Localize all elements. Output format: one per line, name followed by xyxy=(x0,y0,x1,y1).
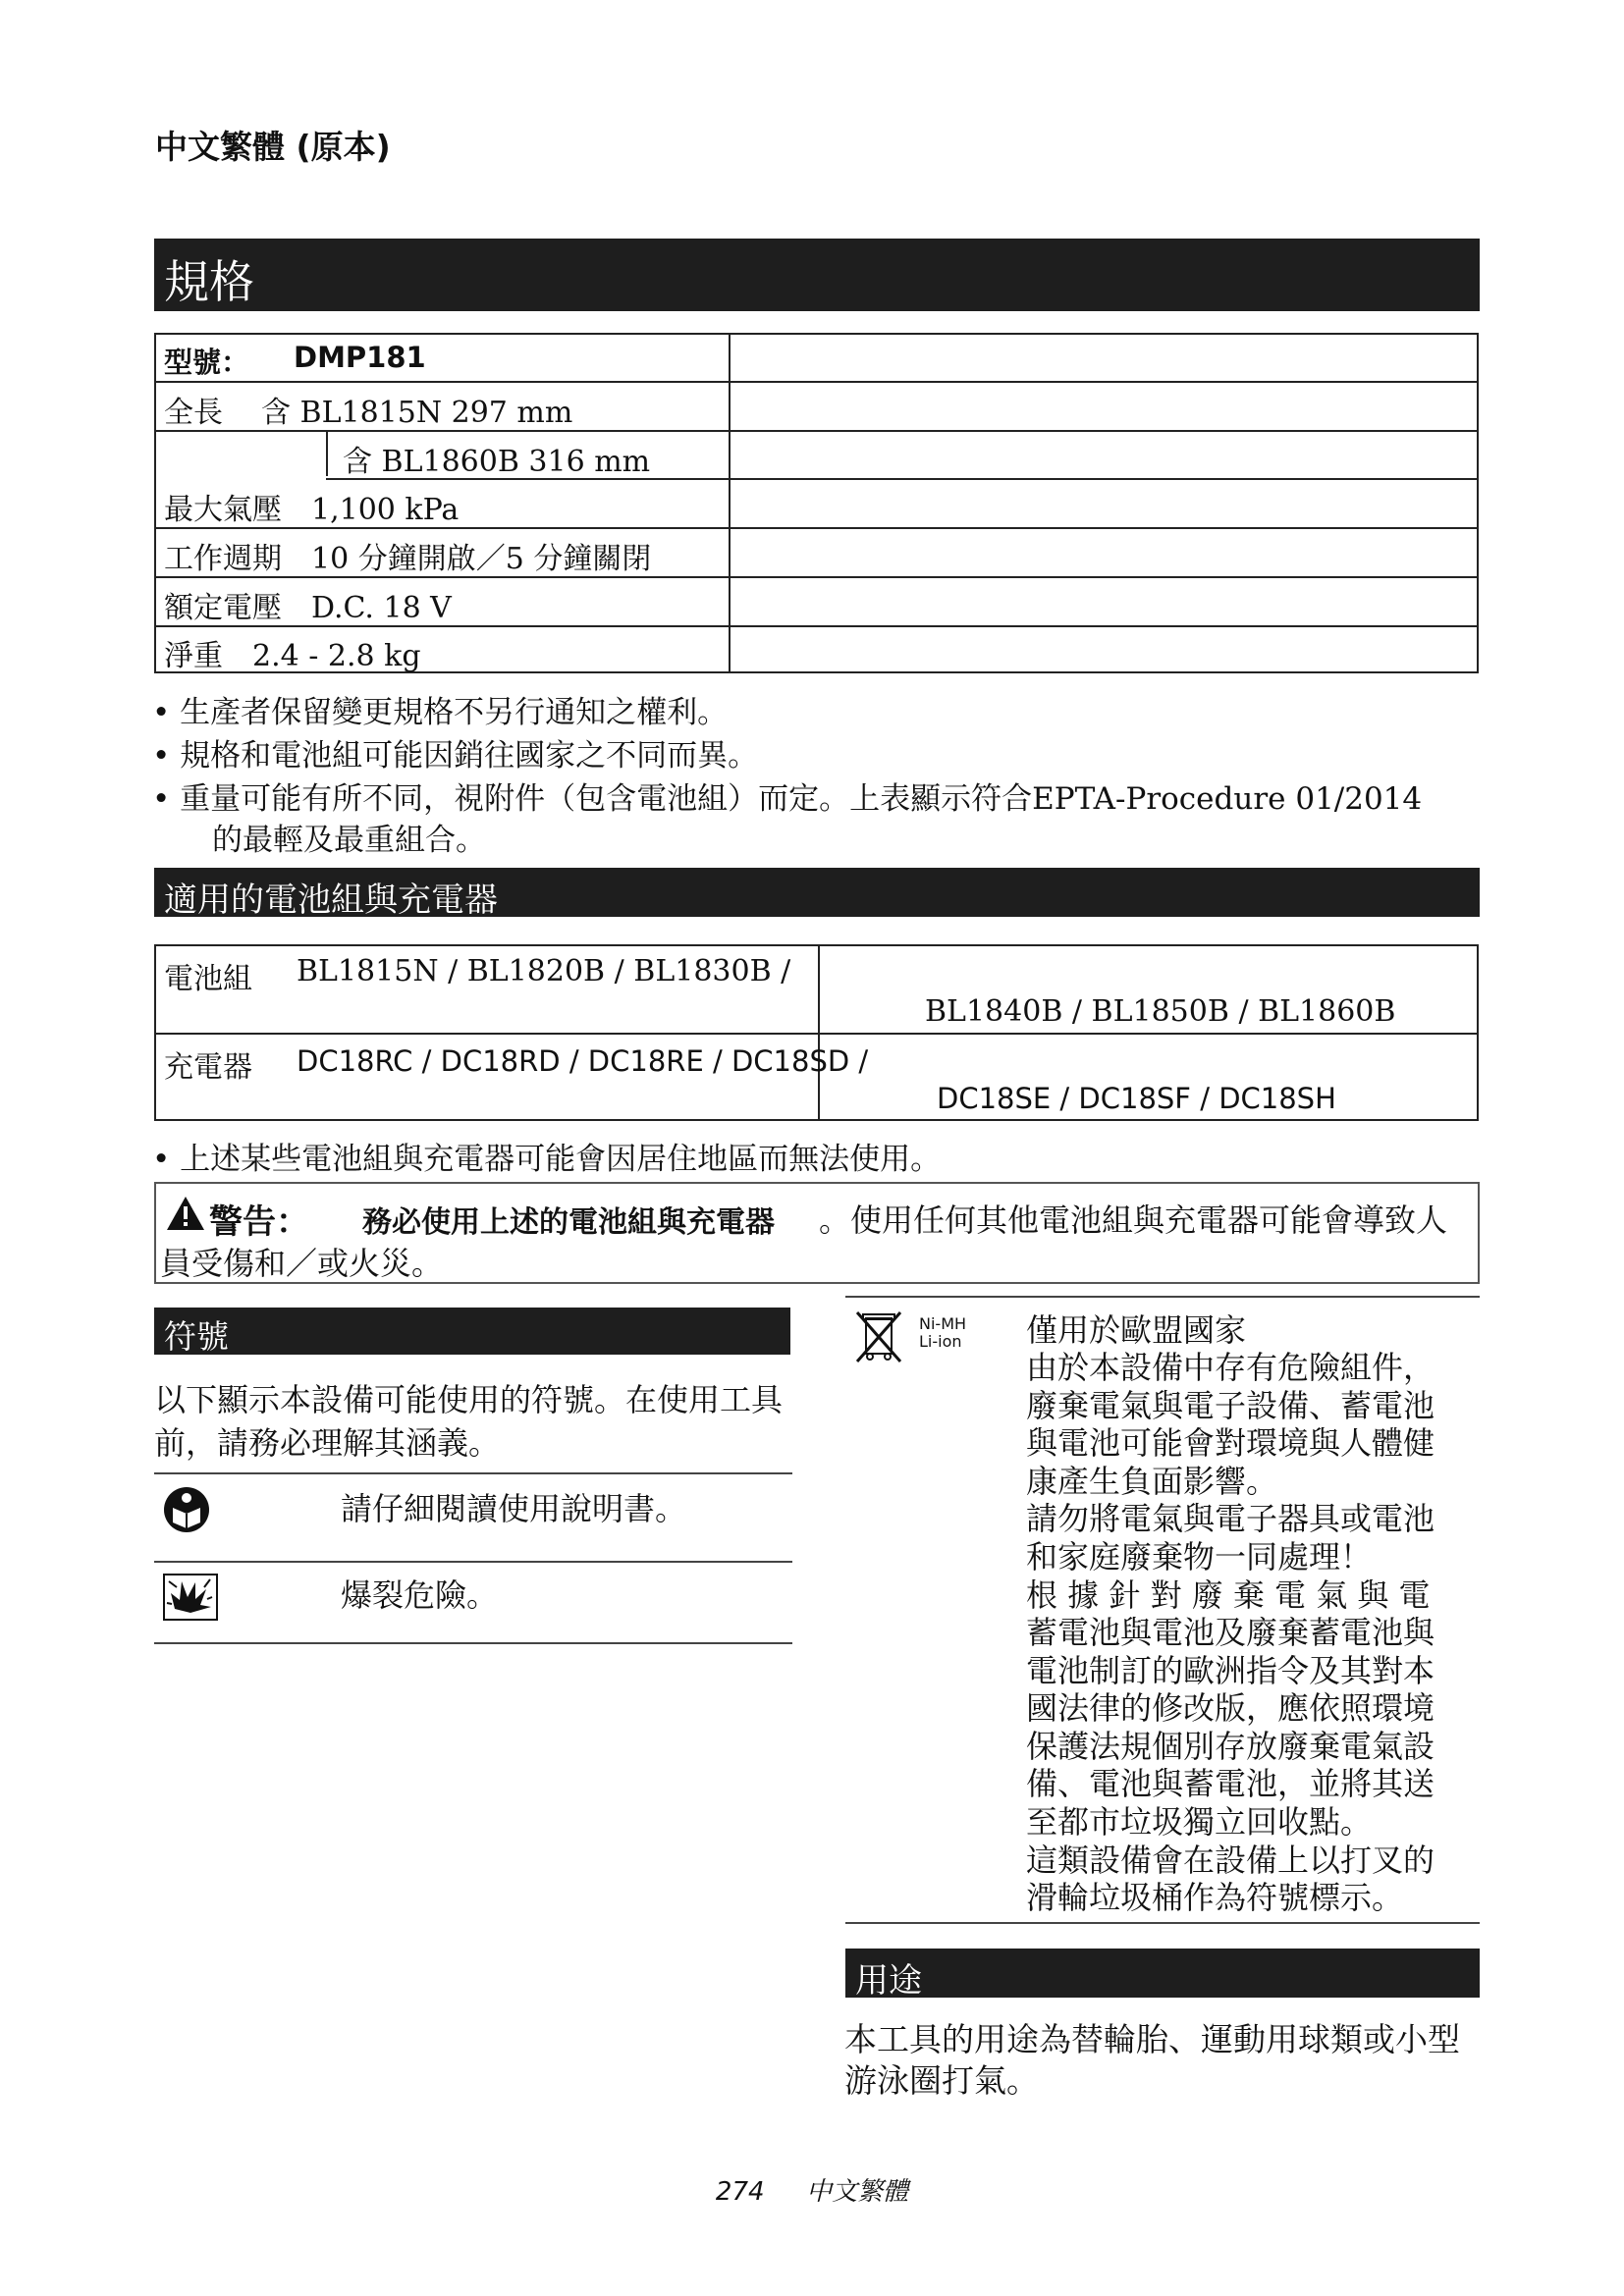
spec-note: • 生產者保留變更規格不另行通知之權利。 xyxy=(152,695,729,730)
spec-note: • 重量可能有所不同，視附件（包含電池組）而定。上表顯示符合EPTA-Procedure 01/2014 xyxy=(152,781,1423,817)
weee-line: 僅用於歐盟國家 xyxy=(1026,1311,1247,1349)
duty-cycle: 工作週期 10 分鐘開啟／5 分鐘關閉 xyxy=(164,542,652,576)
symbol-row xyxy=(163,1574,218,1625)
charger-models-line2: DC18SE / DC18SF / DC18SH xyxy=(937,1082,1336,1115)
symbol-description: 請仔細閱讀使用說明書。 xyxy=(341,1490,687,1527)
section-title: 適用的電池組與充電器 xyxy=(164,881,498,920)
battery-type-labels xyxy=(919,1315,966,1351)
section-header-battery-charger xyxy=(154,868,1480,920)
warning-label: 警告： xyxy=(209,1202,309,1242)
weee-line: 廢棄電氣與電子設備、蓄電池 xyxy=(1026,1387,1435,1424)
model-value: DMP181 xyxy=(294,341,426,374)
page-footer xyxy=(0,2171,1624,2208)
explosion-hazard-icon xyxy=(163,1574,218,1621)
battery-type-nimh: Ni-MH xyxy=(919,1314,967,1333)
weee-line: 電池制訂的歐洲指令及其對本 xyxy=(1026,1652,1435,1689)
specifications-table xyxy=(154,333,1479,673)
charger-models-line1: DC18RC / DC18RD / DC18RE / DC18SD / xyxy=(297,1044,869,1078)
section-header-intended-use xyxy=(845,1949,1480,2001)
net-weight: 淨重 2.4 - 2.8 kg xyxy=(164,639,421,673)
weee-line: 保護法規個別存放廢棄電氣設 xyxy=(1026,1728,1435,1765)
weee-line: 由於本設備中存有危險組件， xyxy=(1026,1349,1435,1386)
section-title: 規格 xyxy=(164,255,254,308)
length-with-bl1815n: 含 BL1815N 297 mm xyxy=(261,396,573,430)
battery-models-line2: BL1840B / BL1850B / BL1860B xyxy=(925,994,1396,1029)
battery-label: 電池組 xyxy=(164,962,252,996)
weee-line: 和家庭廢棄物一同處理！ xyxy=(1026,1538,1373,1575)
weee-line: 滑輪垃圾桶作為符號標示。 xyxy=(1026,1879,1404,1916)
page-number: 274 xyxy=(715,2177,765,2207)
battery-type-liion: Li-ion xyxy=(919,1332,962,1351)
intended-use-text: 本工具的用途為替輪胎、運動用球類或小型游泳圈打氣。 xyxy=(844,2020,1460,2100)
warning-box xyxy=(154,1182,1480,1284)
length-label: 全長 xyxy=(164,396,223,430)
battery-charger-table xyxy=(154,944,1479,1121)
warning-text-continued: 員受傷和／或火災。 xyxy=(160,1245,444,1282)
weee-line: 這類設備會在設備上以打叉的 xyxy=(1026,1842,1435,1879)
weee-line: 康產生負面影響。 xyxy=(1026,1463,1278,1500)
weee-line: 備、電池與蓄電池，並將其送 xyxy=(1026,1765,1435,1802)
charger-label: 充電器 xyxy=(164,1050,252,1085)
weee-symbol xyxy=(854,1308,903,1369)
length-with-bl1860b: 含 BL1860B 316 mm xyxy=(343,445,651,479)
crossed-bin-icon xyxy=(854,1308,903,1365)
weee-line: 國法律的修改版，應依照環境 xyxy=(1026,1689,1435,1727)
spec-note: 的最輕及最重組合。 xyxy=(212,823,486,858)
weee-line: 與電池可能會對環境與人體健 xyxy=(1026,1424,1435,1462)
section-header-specifications xyxy=(154,239,1480,311)
symbol-row xyxy=(163,1486,210,1537)
section-title: 用途 xyxy=(855,1961,922,2001)
page-language-title: 中文繁體 (原本) xyxy=(155,128,391,166)
warning-emphasis: 務必使用上述的電池組與充電器 xyxy=(362,1205,775,1240)
weee-line: 請勿將電氣與電子器具或電池 xyxy=(1026,1500,1435,1537)
battery-models-line1: BL1815N / BL1820B / BL1830B / xyxy=(297,954,791,988)
model-label: 型號： xyxy=(164,346,250,379)
symbols-intro: 以下顯示本設備可能使用的符號。在使用工具前，請務必理解其涵義。 xyxy=(154,1381,784,1462)
spec-note: • 規格和電池組可能因銷往國家之不同而異。 xyxy=(152,738,759,774)
footer-language: 中文繁體 xyxy=(806,2177,909,2207)
weee-line: 根 據 針 對 廢 棄 電 氣 與 電 xyxy=(1026,1576,1431,1614)
rated-voltage: 額定電壓 D.C. 18 V xyxy=(164,591,452,625)
warning-triangle-icon xyxy=(166,1196,205,1231)
section-header-symbols xyxy=(154,1308,790,1355)
read-manual-icon xyxy=(163,1486,210,1533)
weee-line: 至都市垃圾獨立回收點。 xyxy=(1026,1803,1373,1841)
battery-note: • 上述某些電池組與充電器可能會因居住地區而無法使用。 xyxy=(152,1142,942,1177)
symbol-description: 爆裂危險。 xyxy=(341,1576,499,1614)
section-title: 符號 xyxy=(164,1317,229,1356)
warning-text: 。使用任何其他電池組與充電器可能會導致人 xyxy=(819,1201,1448,1239)
weee-line: 蓄電池與電池及廢棄蓄電池與 xyxy=(1026,1614,1435,1651)
max-pressure: 最大氣壓 1,100 kPa xyxy=(164,493,460,527)
